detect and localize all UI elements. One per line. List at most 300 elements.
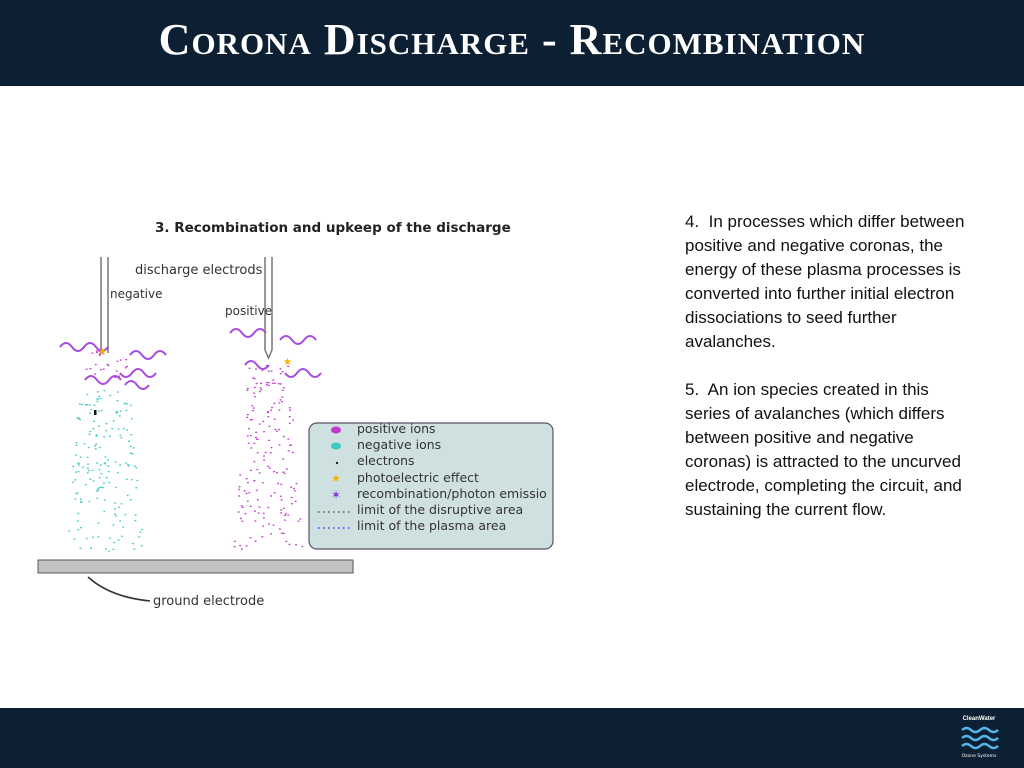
negative-ion-dot <box>88 447 90 448</box>
negative-ion-dot <box>114 502 116 503</box>
electron-marker <box>94 410 97 415</box>
negative-ion-dot <box>115 487 117 488</box>
positive-ion-dot <box>262 421 264 422</box>
positive-ion-dot <box>94 373 96 374</box>
negative-ion-dot <box>75 454 77 455</box>
positive-ion-dot <box>280 509 282 510</box>
negative-ion-dot <box>126 403 128 404</box>
positive-ion-dot <box>263 455 265 456</box>
recombination-icon: ✶ <box>331 488 342 502</box>
positive-ion-dot <box>257 499 259 500</box>
positive-ion-dot <box>248 428 250 429</box>
positive-ion-dot <box>257 452 259 453</box>
positive-ion-dot <box>260 389 262 390</box>
negative-ion-dot <box>117 472 119 473</box>
negative-ion-dot <box>113 524 115 525</box>
negative-ion-dot <box>119 520 121 521</box>
negative-ion-dot <box>102 487 104 488</box>
positive-ion-dot <box>267 416 269 417</box>
positive-ion-dot <box>279 402 281 403</box>
negative-ion-dot <box>89 501 91 502</box>
positive-ion-dot <box>285 513 287 514</box>
negative-ion-dot <box>103 483 105 484</box>
negative-ion-dot <box>94 445 96 446</box>
positive-ion-dot <box>280 496 282 497</box>
positive-ion-dot <box>238 489 240 490</box>
positive-ion-dot <box>250 537 252 538</box>
positive-ion-dot <box>280 368 282 369</box>
negative-ion-dot <box>89 412 91 413</box>
company-logo <box>958 716 1000 760</box>
positive-ion-dot <box>269 468 271 469</box>
legend-label-recombination: recombination/photon emissio <box>357 486 547 501</box>
negative-ion-dot <box>121 437 123 438</box>
ground-electrode-label: ground electrode <box>153 594 265 609</box>
waves-icon <box>958 716 1000 760</box>
positive-ion-dot <box>263 431 265 432</box>
positive-ion-dot <box>280 512 282 513</box>
positive-ion-dot <box>239 474 241 475</box>
negative-ion-dot <box>121 536 123 537</box>
positive-ion-dot <box>274 492 276 493</box>
positive-ion-dot <box>268 382 270 383</box>
negative-ion-dot <box>79 418 81 419</box>
positive-ion-dot <box>279 528 281 529</box>
positive-ion-dot <box>268 370 270 371</box>
positive-ion-dot <box>262 370 264 371</box>
negative-ion-dot <box>97 391 99 392</box>
positive-ion-dot <box>252 405 254 406</box>
positive-ion-dot <box>299 518 301 519</box>
electron-icon <box>336 462 338 464</box>
positive-ion-dot <box>263 459 265 460</box>
negative-ion-dot <box>107 459 109 460</box>
positive-ion-dot <box>90 368 92 369</box>
negative-ion-dot <box>131 434 133 435</box>
positive-ion-dot <box>280 399 282 400</box>
negative-ion-dot <box>96 443 98 444</box>
positive-ion-dot <box>248 443 250 444</box>
ground-pointer-line <box>88 577 150 601</box>
positive-ion-dot <box>283 533 285 534</box>
positive-ion-dot <box>260 387 262 388</box>
positive-ion-dot <box>116 370 118 371</box>
negative-ion-dot <box>114 513 116 514</box>
negative-ion-dot <box>92 470 94 471</box>
negative-ion-dot <box>125 410 127 411</box>
positive-ion-dot <box>259 423 261 424</box>
positive-ion-dot <box>246 493 248 494</box>
positive-ion-dot <box>281 401 283 402</box>
negative-ion-dot <box>118 540 120 541</box>
negative-ion-dot <box>96 434 98 435</box>
negative-ion-dot <box>99 477 101 478</box>
positive-ion-dot <box>118 376 120 377</box>
legend-label-photoelectric: photoelectric effect <box>357 470 479 485</box>
negative-ion-dot <box>96 398 98 399</box>
negative-ion-dot <box>124 403 126 404</box>
negative-ion-dot <box>127 495 129 496</box>
positive-ion-dot <box>273 525 275 526</box>
positive-ion-dot <box>267 411 269 412</box>
positive-ion-dot <box>259 506 261 507</box>
positive-ion-dot <box>289 416 291 417</box>
negative-ion-dot <box>88 470 90 471</box>
positive-ion-dot <box>280 373 282 374</box>
negative-ion-dot <box>103 390 105 391</box>
positive-ion-dot <box>289 407 291 408</box>
positive-ion-dot <box>272 380 274 381</box>
positive-ion-dot <box>290 445 292 446</box>
negative-ion-dot <box>78 463 80 464</box>
positive-ion-dot <box>281 533 283 534</box>
positive-ion-dot <box>265 452 267 453</box>
positive-ion-dot <box>281 397 283 398</box>
negative-ion-dot <box>100 464 102 465</box>
positive-ion-dot <box>247 414 249 415</box>
negative-ion-dot <box>113 420 115 421</box>
negative-electrode <box>101 257 108 353</box>
positive-ion-dot <box>125 359 127 360</box>
positive-ion-dot <box>253 393 255 394</box>
negative-ion-dot <box>81 404 83 405</box>
positive-ion-dot <box>100 369 102 370</box>
positive-ion-dot <box>247 390 249 391</box>
negative-ion-dot <box>96 498 98 499</box>
positive-ion-dot <box>250 470 252 471</box>
positive-ion-dot <box>272 383 274 384</box>
negative-ion-dot <box>115 461 117 462</box>
positive-ion-dot <box>247 501 249 502</box>
positive-ion-dot <box>270 533 272 534</box>
positive-ion-dot <box>274 383 276 384</box>
positive-ion-dot <box>242 521 244 522</box>
positive-ion-dot <box>241 548 243 549</box>
negative-ion-dot <box>80 499 82 500</box>
positive-ion-dot <box>275 429 277 430</box>
positive-ion-dot <box>254 480 256 481</box>
negative-photon-waves <box>60 343 166 389</box>
positive-ion-dot <box>103 369 105 370</box>
positive-ion-dot <box>280 484 282 485</box>
negative-ion-dot <box>85 404 87 405</box>
positive-ion-dot <box>283 387 285 388</box>
negative-ion-dot <box>108 471 110 472</box>
negative-ion-dot <box>126 429 128 430</box>
positive-ion-dot <box>273 471 275 472</box>
negative-ion-dot <box>128 440 130 441</box>
positive-ion-dot <box>271 370 273 371</box>
negative-ion-dot <box>75 499 77 500</box>
negative-ion-dot <box>118 507 120 508</box>
positive-ion-dot <box>251 447 253 448</box>
negative-ion-dot <box>78 471 80 472</box>
positive-ion-dot <box>254 443 256 444</box>
positive-ion-dot <box>251 419 253 420</box>
positive-ion-dot <box>296 483 298 484</box>
positive-ion-dot <box>259 391 261 392</box>
positive-ion-dot <box>252 377 254 378</box>
negative-ion-dot <box>135 520 137 521</box>
positive-ion-dot <box>250 506 252 507</box>
negative-ion-dot <box>141 545 143 546</box>
negative-ion-dot <box>127 464 129 465</box>
positive-ion-dot <box>260 383 262 384</box>
negative-ion-dot <box>103 511 105 512</box>
negative-ion-dot <box>115 412 117 413</box>
negative-ion-dot <box>76 442 78 443</box>
negative-ion-dot <box>109 538 111 539</box>
positive-ion-dot <box>278 429 280 430</box>
slide-title: Corona Discharge - Recombination <box>158 15 866 64</box>
positive-ion-dot <box>117 361 119 362</box>
positive-ion-dot <box>259 472 261 473</box>
negative-ion-dot <box>86 538 88 539</box>
positive-ion-dot <box>107 364 109 365</box>
negative-ion-dot <box>92 537 94 538</box>
corona-diagram <box>30 205 610 625</box>
negative-ion-dot <box>113 549 115 550</box>
positive-ion-dot <box>279 409 281 410</box>
positive-ion-dot <box>280 383 282 384</box>
negative-ion-dot <box>134 466 136 467</box>
footer-bar <box>0 708 1024 768</box>
negative-ion-dot <box>122 526 124 527</box>
logo-line2: Ozone Systems <box>961 754 997 759</box>
positive-ion-dot <box>254 387 256 388</box>
discharge-electrodes-label: discharge electrods <box>135 263 263 278</box>
negative-ion-dot <box>75 472 77 473</box>
ground-plate <box>38 560 353 573</box>
negative-ion-dot <box>74 479 76 480</box>
negative-ion-dot <box>80 548 82 549</box>
diagram-svg <box>30 205 610 625</box>
legend-label-disruptive: limit of the disruptive area <box>357 502 524 517</box>
positive-ion-dot <box>255 437 257 438</box>
negative-ion-dot <box>141 529 143 530</box>
negative-ion-dot <box>109 482 111 483</box>
positive-ion-dot <box>292 420 294 421</box>
negative-ion-dot <box>82 466 84 467</box>
negative-ion-dot <box>98 487 100 488</box>
positive-ion-dot <box>238 511 240 512</box>
negative-ion-dot <box>135 487 137 488</box>
negative-ion-dot <box>79 419 81 420</box>
negative-ion-dot <box>114 508 116 509</box>
negative-ion-dot <box>87 468 89 469</box>
positive-ion-dot <box>246 545 248 546</box>
positive-ion-dot <box>125 367 127 368</box>
positive-ion-dot <box>286 541 288 542</box>
negative-ion-dot <box>89 431 91 432</box>
positive-ion-dot <box>268 385 270 386</box>
negative-ion-dot <box>104 499 106 500</box>
negative-ion-dot <box>130 452 132 453</box>
positive-ion-dot <box>288 450 290 451</box>
negative-ion-dot <box>87 457 89 458</box>
photoelectric-icon: ★ <box>331 472 341 485</box>
negative-ion-dot <box>132 543 134 544</box>
positive-ion-dot <box>270 495 272 496</box>
negative-ion-dot <box>98 522 100 523</box>
negative-ion-dot <box>87 464 89 465</box>
positive-ion-dot <box>234 546 236 547</box>
positive-ion-dot <box>263 513 265 514</box>
positive-ion-dot <box>276 431 278 432</box>
positive-ion-dot <box>92 353 94 354</box>
positive-ion-dot <box>292 452 294 453</box>
negative-ion-dot <box>118 428 120 429</box>
positive-ion-dot <box>282 371 284 372</box>
point-4-text: 4. In processes which differ between positive and negative coronas, the energy of these plasma processes is converted into further initial electron dissociations to seed further avalanches. <box>685 212 970 351</box>
positive-ion-dot <box>242 507 244 508</box>
positive-ion-dot <box>250 419 252 420</box>
negative-ion-dot <box>108 551 110 552</box>
positive-ion-dot <box>250 435 252 436</box>
negative-ion-dot <box>77 529 79 530</box>
positive-ion-dot <box>289 410 291 411</box>
positive-ion-dot <box>252 410 254 411</box>
negative-ion-dot <box>98 536 100 537</box>
positive-ion-dot <box>239 486 241 487</box>
positive-corona-particles <box>234 365 304 550</box>
legend-label-electrons: electrons <box>357 453 415 468</box>
negative-ion-dot <box>111 428 113 429</box>
positive-ion-dot <box>255 432 257 433</box>
positive-ion-dot <box>234 541 236 542</box>
positive-ion-dot <box>262 536 264 537</box>
negative-ion-dot <box>97 489 99 490</box>
negative-ion-dot <box>105 456 107 457</box>
negative-ion-dot <box>87 472 89 473</box>
positive-ion-dot <box>268 507 270 508</box>
positive-ion-dot <box>126 366 128 367</box>
point-5-text: 5. An ion species created in this series of avalanches (which differs between positive and negative coronas) is attracted to the uncurved electrode, completing the circuit, and sustaining the current flow. <box>685 380 967 519</box>
positive-ion-dot <box>114 377 116 378</box>
negative-ion-dot <box>96 491 98 492</box>
positive-ion-dot <box>283 436 285 437</box>
positive-ion-dot <box>295 501 297 502</box>
positive-ion-dot <box>291 503 293 504</box>
negative-ion-dot <box>68 530 70 531</box>
positive-ion-dot <box>266 384 268 385</box>
negative-ion-dot <box>98 396 100 397</box>
negative-ion-dot <box>115 515 117 516</box>
positive-ion-dot <box>267 466 269 467</box>
negative-ion-dot <box>130 446 132 447</box>
positive-ion-dot <box>248 492 250 493</box>
positive-ion-dot <box>266 365 268 366</box>
negative-ion-dot <box>93 480 95 481</box>
negative-ion-dot <box>100 487 102 488</box>
positive-ion-dot <box>120 359 122 360</box>
negative-ion-dot <box>131 479 133 480</box>
title-bar <box>0 0 1024 86</box>
positive-ion-dot <box>255 541 257 542</box>
positive-ion-dot <box>283 508 285 509</box>
negative-ion-dot <box>77 418 79 419</box>
negative-ion-dot <box>93 421 95 422</box>
positive-ion-dot <box>256 383 258 384</box>
negative-ion-dot <box>89 404 91 405</box>
positive-ion-dot <box>239 545 241 546</box>
positive-ion-dot <box>247 435 249 436</box>
positive-ion-dot <box>254 461 256 462</box>
negative-ion-dot <box>130 405 132 406</box>
positive-ion-dot <box>246 478 248 479</box>
negative-ion-dot <box>119 415 121 416</box>
negative-ion-dot <box>76 445 78 446</box>
positive-ion-dot <box>258 512 260 513</box>
positive-ion-dot <box>86 369 88 370</box>
positive-ion-dot <box>238 495 240 496</box>
explanation-text <box>685 210 970 546</box>
positive-ion-dot <box>274 419 276 420</box>
negative-ion-dot <box>85 484 87 485</box>
positive-ion-dot <box>284 520 286 521</box>
negative-ion-dot <box>99 469 101 470</box>
negative-ion-dot <box>107 465 109 466</box>
negative-ion-dot <box>77 513 79 514</box>
positive-ion-dot <box>278 383 280 384</box>
negative-ion-dot <box>120 411 122 412</box>
positive-ion-dot <box>268 524 270 525</box>
negative-ion-dot <box>99 447 101 448</box>
negative-ion-dot <box>119 465 121 466</box>
negative-ion-dot <box>89 479 91 480</box>
negative-ion-dot <box>100 398 102 399</box>
negative-ion-dot <box>90 409 92 410</box>
negative-ion-dot <box>125 514 127 515</box>
positive-ion-dot <box>245 513 247 514</box>
negative-ion-dot <box>113 542 115 543</box>
negative-ion-dot <box>126 479 128 480</box>
diagram-heading: 3. Recombination and upkeep of the discharge <box>155 220 511 236</box>
positive-ion-dot <box>240 518 242 519</box>
positive-ion-dot <box>263 517 265 518</box>
positive-ion-dot <box>271 407 273 408</box>
negative-ion-dot <box>106 423 108 424</box>
negative-ion-icon <box>331 443 341 450</box>
logo-line1: CleanWater <box>962 716 996 722</box>
negative-ion-dot <box>131 418 133 419</box>
positive-ion-dot <box>269 426 271 427</box>
positive-ion-dot <box>284 473 286 474</box>
positive-ion-dot <box>262 482 264 483</box>
positive-ion-dot <box>247 388 249 389</box>
negative-ion-dot <box>90 548 92 549</box>
negative-ion-dot <box>84 443 86 444</box>
negative-ion-dot <box>74 539 76 540</box>
negative-ion-dot <box>125 462 127 463</box>
negative-ion-dot <box>100 473 102 474</box>
positive-ion-dot <box>244 490 246 491</box>
positive-ion-dot <box>276 472 278 473</box>
legend-label-positive-ions: positive ions <box>357 421 436 436</box>
positive-ion-dot <box>294 490 296 491</box>
legend-label-plasma: limit of the plasma area <box>357 518 507 533</box>
positive-ion-dot <box>247 482 249 483</box>
negative-ion-dot <box>78 464 80 465</box>
negative-ion-dot <box>98 426 100 427</box>
negative-ion-dot <box>94 405 96 406</box>
positive-photon-waves <box>230 329 321 377</box>
positive-ion-dot <box>253 407 255 408</box>
negative-ion-dot <box>97 401 99 402</box>
negative-ion-dot <box>101 410 103 411</box>
positive-ion-dot <box>298 521 300 522</box>
positive-ion-dot <box>249 368 251 369</box>
